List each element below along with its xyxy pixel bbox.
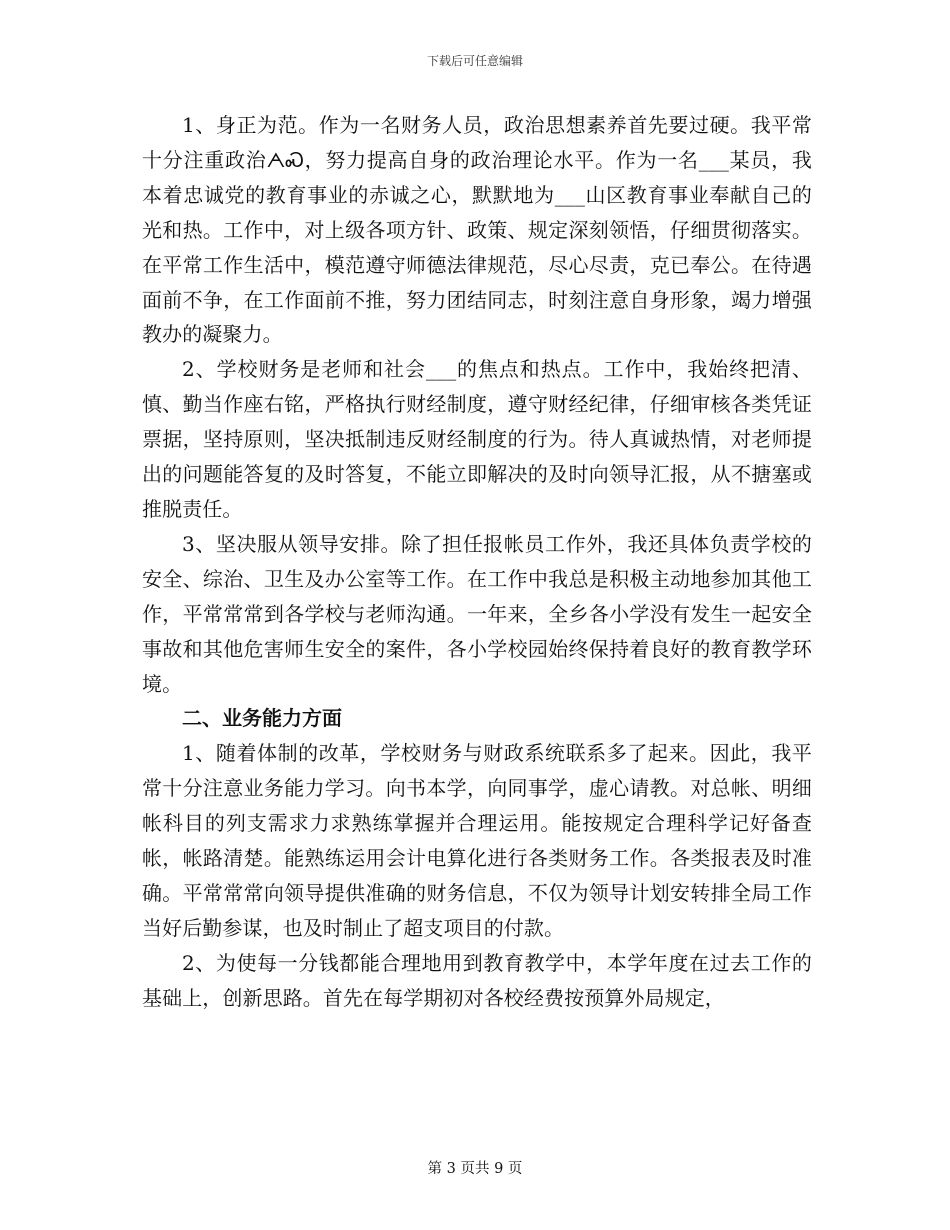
document-body [142, 108, 812, 1016]
paragraph-2: 2、学校财务是老师和社会___的焦点和热点。工作中，我始终把清、慎、勤当作座右铭，严格执行财经制度，遵守财经纪律，仔细审核各类凭证票据，坚持原则，坚决抵制违反财经制度的行为。待人真诚热情，对老师提出的问题能答复的及时答复，不能立即解决的及时向领导汇报，从不搪塞或推脱责任。 [142, 357, 812, 521]
paragraph-3: 3、坚决服从领导安排。除了担任报帐员工作外，我还具体负责学校的安全、综治、卫生及办公室等工作。在工作中我总是积极主动地参加其他工作，平常常常到各学校与老师沟通。一年来，全乡各小学没有发生一起安全事故和其他危害师生安全的案件，各小学校园始终保持着良好的教育教学环境。 [142, 531, 812, 696]
paragraph-4: 1、随着体制的改革，学校财务与财政系统联系多了起来。因此，我平常十分注意业务能力学习。向书本学，向同事学，虚心请教。对总帐、明细帐科目的列支需求力求熟练掌握并合理运用。能按规定合理科学记好备查帐，帐路清楚。能熟练运用会计电算化进行各类财务工作。各类报表及时准确。平常常常向领导提供准确的财务信息，不仅为领导计划安转排全局工作当好后勤参谋，也及时制止了超支项目的付款。 [142, 741, 812, 940]
section-heading-business: 二、业务能力方面 [182, 706, 342, 731]
page-footer: 第 3 页共 9 页 [427, 1161, 523, 1177]
paragraph-5: 2、为使每一分钱都能合理地用到教育教学中，本学年度在过去工作的基础上，创新思路。首先在每学期初对各校经费按预算外局规定， [142, 950, 812, 1010]
paragraph-1: 1、身正为范。作为一名财务人员，政治思想素养首先要过硬。我平常十分注重政治ᗅᏍ，努力提高自身的政治理论水平。作为一名___某员，我本着忠诚党的教育事业的赤诚之心，默默地为___山区教育事业奉献自己的光和热。工作中，对上级各项方针、政策、规定深刻领悟，仔细贯彻落实。在平常工作生活中，模范遵守师德法律规范，尽心尽责，克已奉公。在待遇面前不争，在工作面前不推，努力团结同志，时刻注意自身形象，竭力增强教办的凝聚力。 [142, 113, 812, 347]
page-header: 下载后可任意编辑 [426, 54, 523, 68]
